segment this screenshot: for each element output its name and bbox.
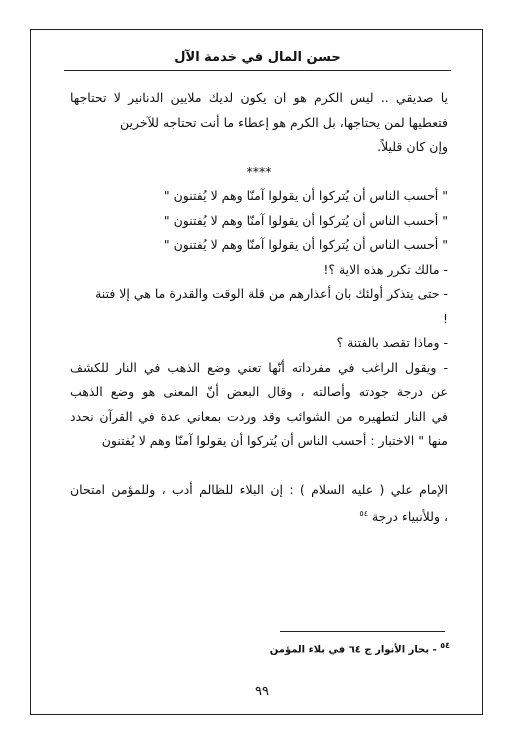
text-line: عن درجة جودته وأصالته ، وقال البعض أنّ المعنى هو وضع الذهب [70,384,448,399]
page-number: ٩٩ [255,684,269,699]
page-body [70,86,448,527]
footnote-text: - بحار الأنوار ج ٦٤ في بلاء المؤمن [269,644,437,656]
text-line: يا صديقي .. ليس الكرم هو ان يكون لديك ملايين الدنانير لا تحتاجها [70,90,448,105]
text-span: ، وللأنبياء درجة [371,509,448,525]
text-line: في النار لتطهيره من الشوائب وقد وردت بمعاني عدة في القرآن نحدد [70,408,448,424]
running-header: حسن المال في خدمة الآل [174,50,341,65]
footnote-ref[interactable]: ٥٤ [359,509,368,518]
text-line: منها " الاختبار : أحسب الناس أن يُتركوا أن يقولوا آمنّا وهم لا يُفتنون [101,433,448,448]
quote-line: " أحسب الناس أن يُتركوا أن يقولوا آمنّا وهم لا يُفتنون " [163,188,448,203]
footnote [240,639,450,657]
text-line: ! [442,310,448,326]
quote-line: " أحسب الناس أن يُتركوا أن يقولوا آمنّا وهم لا يُفتنون " [163,212,448,228]
text-line: - حتى يتذكر أولئك بان أعذارهم من قلة الوقت والقدرة ما هي إلا فتنة [95,286,448,301]
section-separator: **** [246,163,272,179]
text-line: - وماذا تقصد بالفتنة ؟ [336,335,448,350]
text-line: فتعطيها لمن يحتاجها، بل الكرم هو إعطاء ما أنت تحتاجه للآخرين [120,114,448,130]
text-line: - ويقول الراغب في مفرداته أنّها تعني وضع الذهب في النار للكشف [70,359,448,375]
footnote-divider [280,631,445,632]
text-line: وإن كان قليلاً. [377,139,448,154]
header-divider [64,70,451,71]
quote-line: " أحسب الناس أن يُتركوا أن يقولوا آمنّا وهم لا يُفتنون " [163,237,448,252]
text-line: الإمام علي ( عليه السلام ) : إن البلاء للظالم أدب ، وللمؤمن امتحان [70,481,448,497]
text-line: - مالك تكرر هذه الاية ؟! [323,261,448,277]
footnote-marker: ٥٤ [440,641,450,650]
text-line [70,502,448,527]
